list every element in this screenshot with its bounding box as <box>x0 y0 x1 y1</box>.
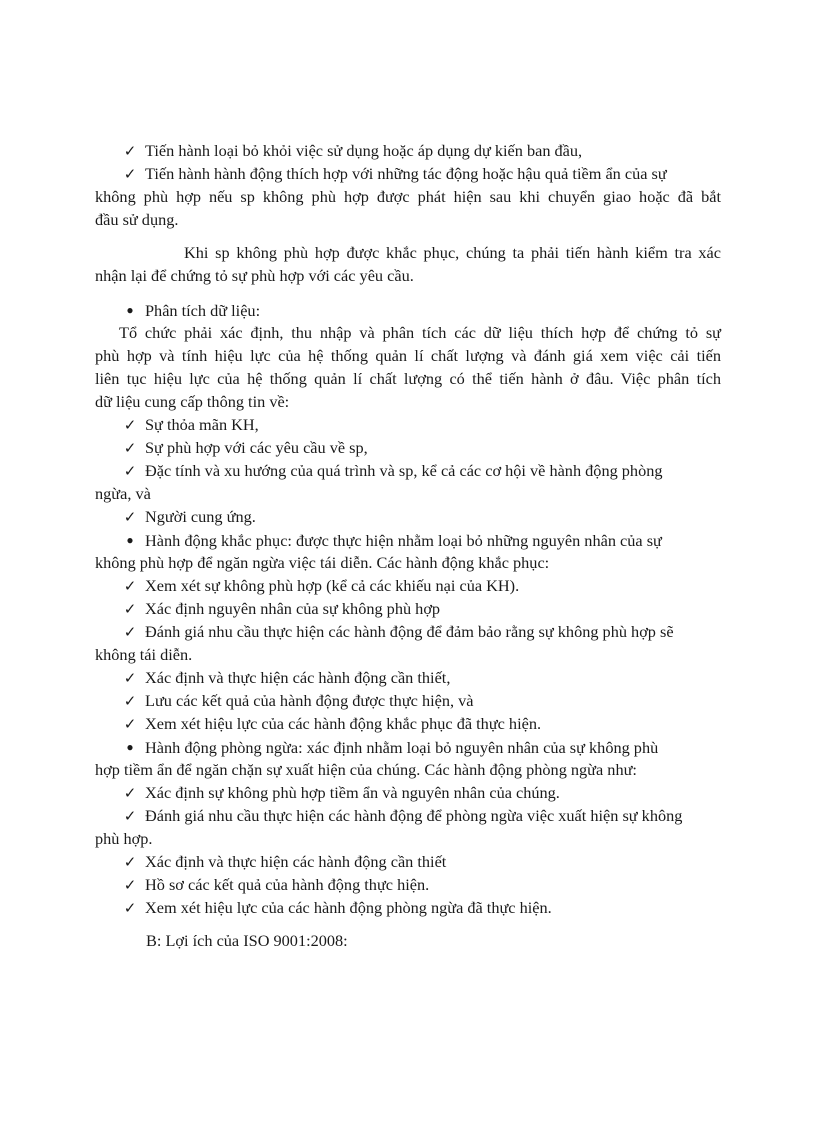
check-icon: ✓ <box>123 577 137 595</box>
check-icon: ✓ <box>123 600 137 618</box>
check-icon: ✓ <box>123 853 137 871</box>
check-item: ✓ Xác định sự không phù hợp tiềm ẩn và nguyên nhân của chúng. <box>119 782 745 804</box>
bullet-item: ● Phân tích dữ liệu: <box>119 299 745 322</box>
check-icon: ✓ <box>123 439 137 457</box>
check-icon: ✓ <box>123 784 137 802</box>
check-icon: ✓ <box>123 508 137 526</box>
paragraph-line: Khi sp không phù hợp được khắc phục, chúng ta phải tiến hành kiểm tra xác <box>184 243 721 262</box>
check-icon: ✓ <box>123 807 137 825</box>
check-icon: ✓ <box>123 142 137 160</box>
paragraph-line: hợp tiềm ẩn để ngăn chặn sự xuất hiện của chúng. Các hành động phòng ngừa như: <box>95 760 637 779</box>
check-item: ✓ Tiến hành loại bỏ khỏi việc sử dụng hoặc áp dụng dự kiến ban đầu, <box>119 140 745 162</box>
check-icon: ✓ <box>123 876 137 894</box>
paragraph-line: phù hợp và tính hiệu lực của hệ thống quản lí chất lượng và đánh giá xem việc cải tiến <box>95 346 721 365</box>
check-item: ✓ Người cung ứng. <box>119 506 745 528</box>
check-item: ✓ Xác định và thực hiện các hành động cần thiết, <box>119 667 745 689</box>
check-item: ✓ Đặc tính và xu hướng của quá trình và sp, kể cả các cơ hội về hành động phòng <box>119 460 721 482</box>
check-item: ✓ Sự phù hợp với các yêu cầu về sp, <box>119 437 745 459</box>
check-icon: ✓ <box>123 692 137 710</box>
paragraph-line: liên tục hiệu lực của hệ thống quản lí chất lượng có thể tiến hành ở đâu. Việc phân tích <box>95 369 721 388</box>
bullet-item: ● Hành động phòng ngừa: xác định nhằm loại bỏ nguyên nhân của sự không phù <box>119 736 721 759</box>
check-item: ✓ Xác định và thực hiện các hành động cần thiết <box>119 851 745 873</box>
check-icon: ✓ <box>123 899 137 917</box>
paragraph-line: không tái diễn. <box>95 645 193 664</box>
paragraph-line: không phù hợp nếu sp không phù hợp được phát hiện sau khi chuyển giao hoặc đã bắt <box>95 187 721 206</box>
check-item: ✓ Đánh giá nhu cầu thực hiện các hành động để phòng ngừa việc xuất hiện sự không <box>119 805 721 827</box>
paragraph-line: Tổ chức phải xác định, thu nhập và phân tích các dữ liệu thích hợp để chứng tỏ sự <box>119 323 721 342</box>
paragraph-line: đầu sử dụng. <box>95 210 179 229</box>
check-icon: ✓ <box>123 669 137 687</box>
paragraph-line: dữ liệu cung cấp thông tin về: <box>95 392 290 411</box>
bullet-icon: ● <box>126 533 134 547</box>
paragraph-line: nhận lại để chứng tỏ sự phù hợp với các yêu cầu. <box>95 266 414 285</box>
check-icon: ✓ <box>123 623 137 641</box>
paragraph-line: ngừa, và <box>95 484 151 503</box>
check-item: ✓ Xem xét hiệu lực của các hành động phòng ngừa đã thực hiện. <box>119 897 745 919</box>
check-item: ✓ Hồ sơ các kết quả của hành động thực hiện. <box>119 874 745 896</box>
check-icon: ✓ <box>123 462 137 480</box>
bullet-icon: ● <box>126 303 134 317</box>
bullet-icon: ● <box>126 740 134 754</box>
check-icon: ✓ <box>123 165 137 183</box>
check-item: ✓ Sự thỏa mãn KH, <box>119 414 745 436</box>
bullet-item: ● Hành động khắc phục: được thực hiện nhằm loại bỏ những nguyên nhân của sự <box>119 529 721 552</box>
check-icon: ✓ <box>123 416 137 434</box>
check-item: ✓ Đánh giá nhu cầu thực hiện các hành động để đảm bảo rằng sự không phù hợp sẽ <box>119 621 721 643</box>
check-icon: ✓ <box>123 715 137 733</box>
check-item: ✓ Xác định nguyên nhân của sự không phù hợp <box>119 598 745 620</box>
check-item: ✓ Xem xét hiệu lực của các hành động khắc phục đã thực hiện. <box>119 713 745 735</box>
section-heading: B: Lợi ích của ISO 9001:2008: <box>146 931 348 950</box>
check-item: ✓ Xem xét sự không phù hợp (kể cả các khiếu nại của KH). <box>119 575 745 597</box>
paragraph-line: phù hợp. <box>95 829 153 848</box>
paragraph-line: không phù hợp để ngăn ngừa việc tái diễn. Các hành động khắc phục: <box>95 553 550 572</box>
check-item: ✓ Tiến hành hành động thích hợp với những tác động hoặc hậu quả tiềm ẩn của sự <box>119 163 721 185</box>
check-item: ✓ Lưu các kết quả của hành động được thực hiện, và <box>119 690 745 712</box>
